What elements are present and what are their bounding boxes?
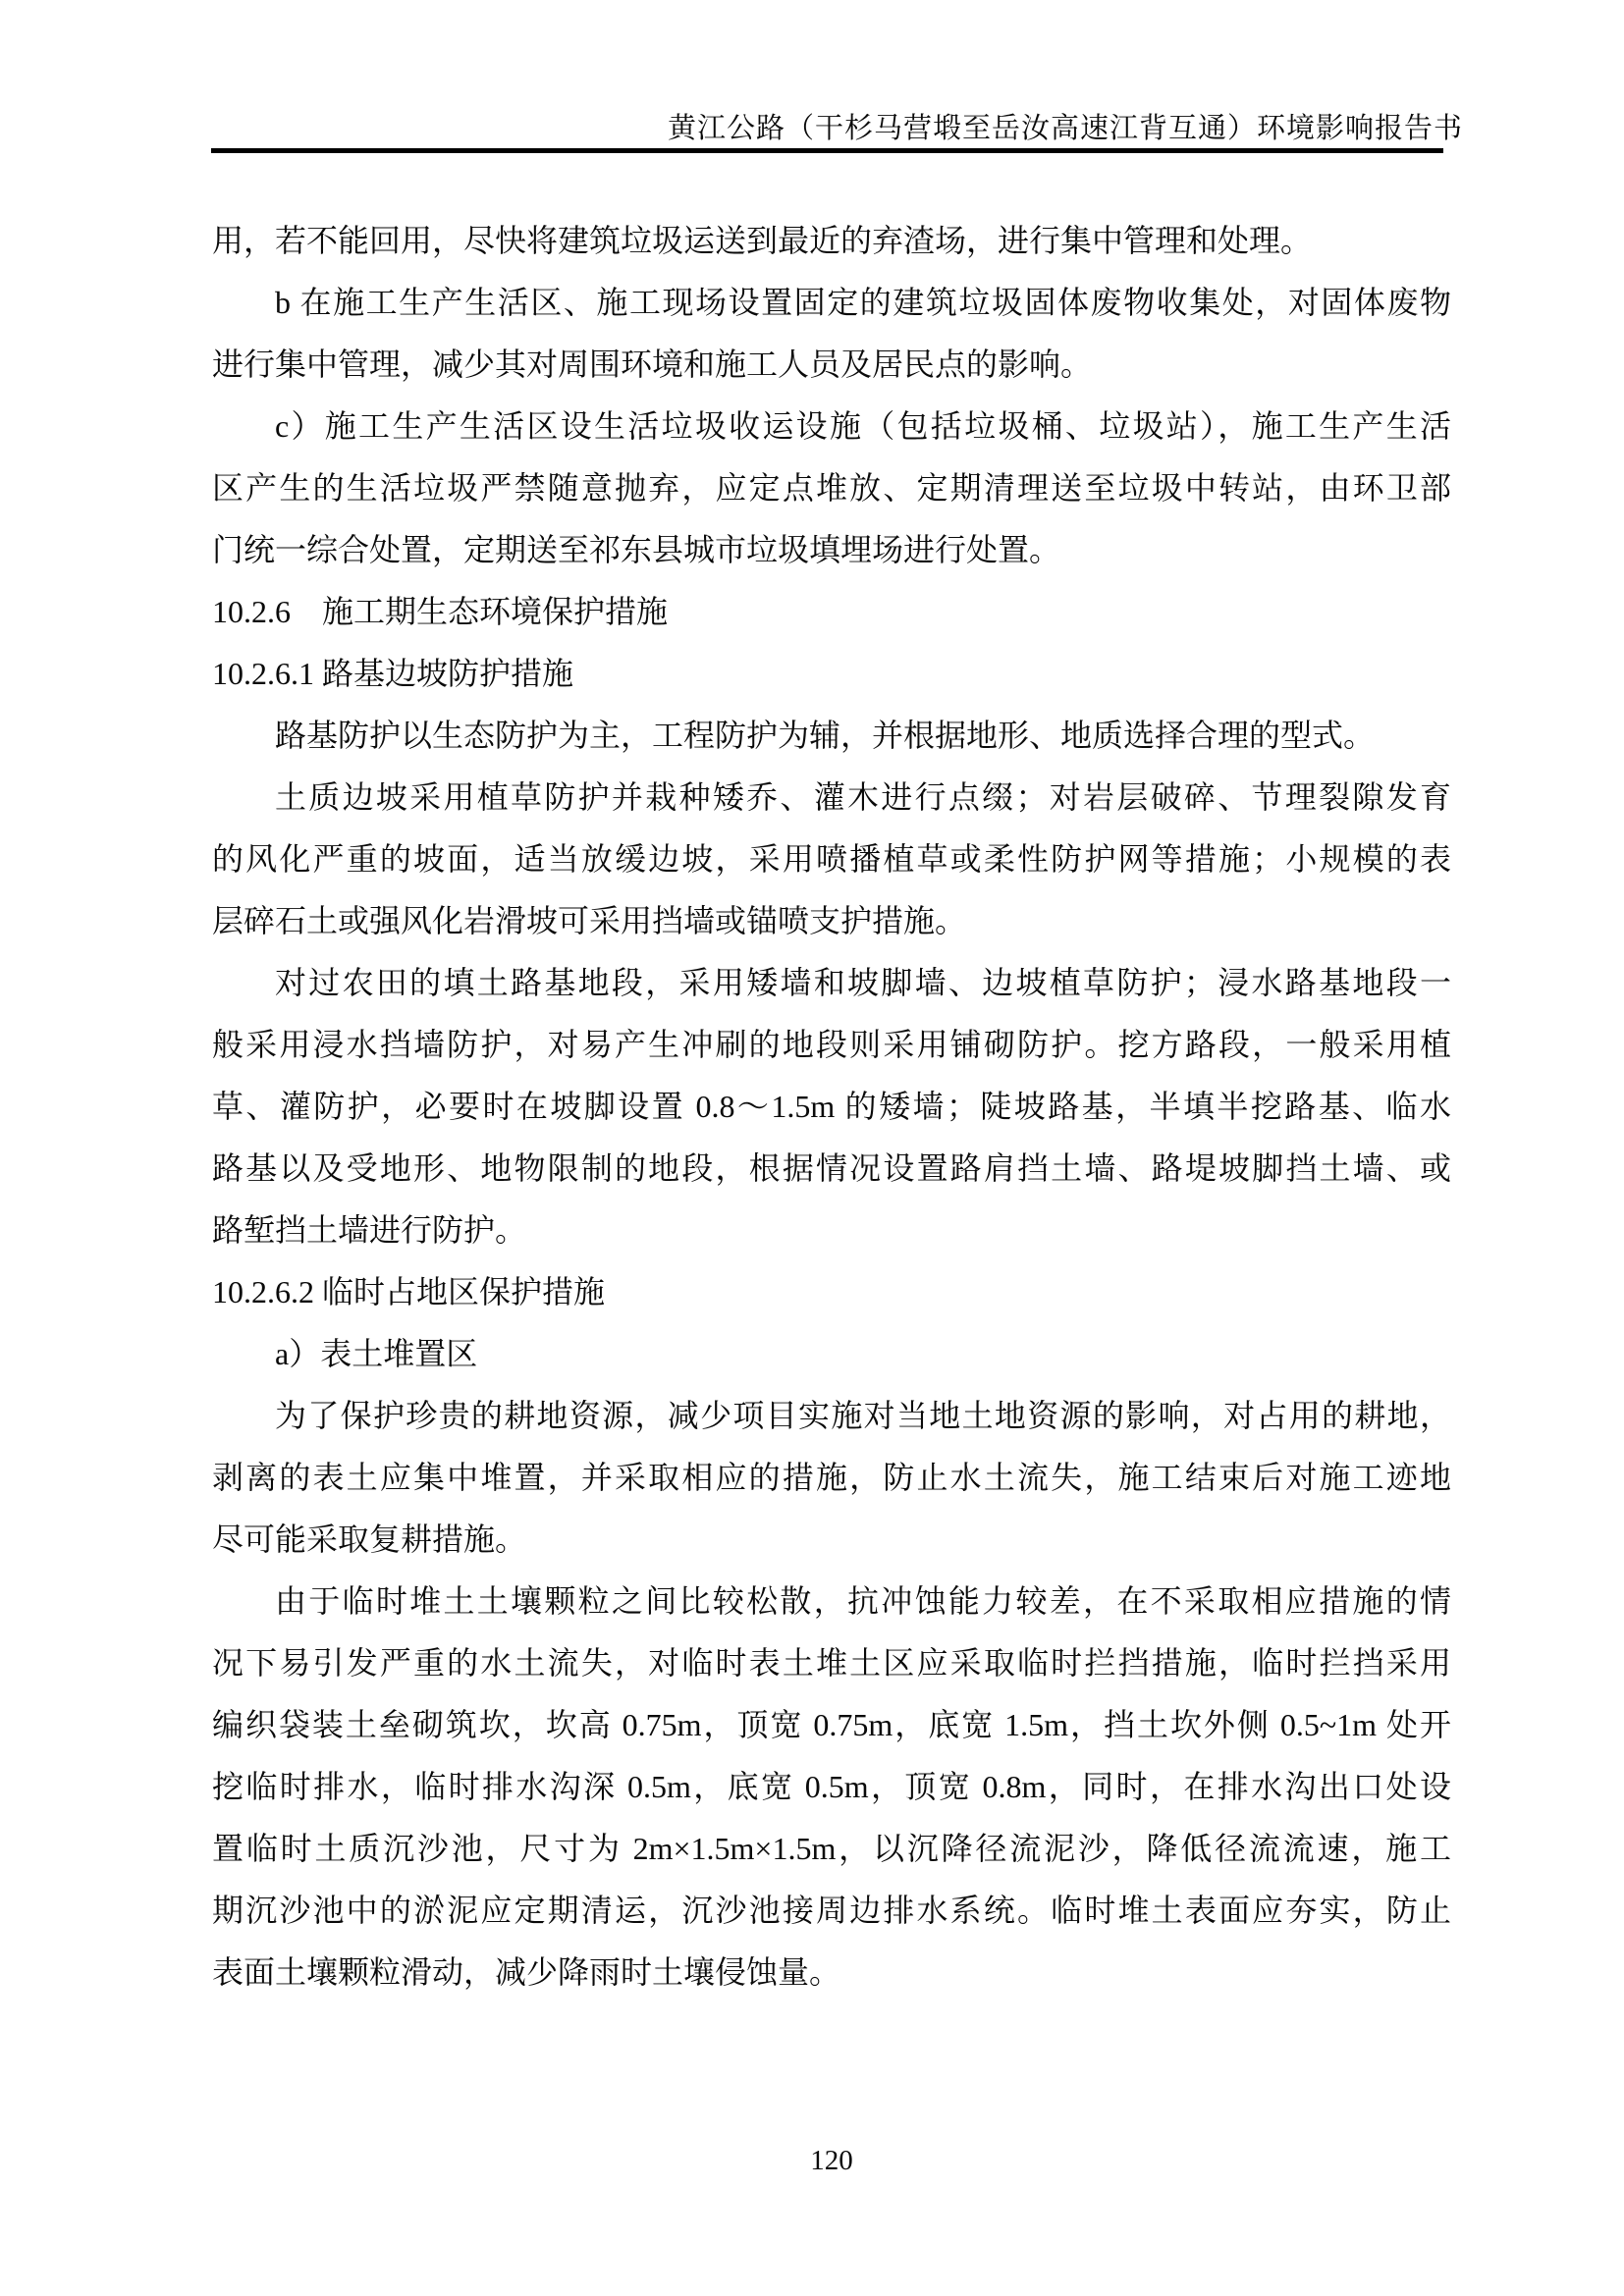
text-line: 草、灌防护，必要时在坡脚设置 0.8～1.5m 的矮墙；陡坡路基，半填半挖路基、临水 xyxy=(212,1089,1451,1124)
text-line: 的风化严重的坡面，适当放缓边坡，采用喷播植草或柔性防护网等措施；小规模的表 xyxy=(212,841,1451,877)
text-line: 门统一综合处置，定期送至祁东县城市垃圾填埋场进行处置。 xyxy=(212,532,1061,567)
text-line: 期沉沙池中的淤泥应定期清运，沉沙池接周边排水系统。临时堆土表面应夯实，防止 xyxy=(212,1893,1451,1928)
text-line: 挖临时排水，临时排水沟深 0.5m，底宽 0.5m，顶宽 0.8m，同时，在排水沟出口处设 xyxy=(212,1769,1451,1804)
text-line: b 在施工生产生活区、施工现场设置固定的建筑垃圾固体废物收集处，对固体废物 xyxy=(275,285,1451,320)
text-line: a）表土堆置区 xyxy=(275,1336,478,1371)
page-header-title: 黄江公路（干杉马营塅至岳汝高速江背互通）环境影响报告书 xyxy=(667,113,1463,144)
text-line: 区产生的生活垃圾严禁随意抛弃，应定点堆放、定期清理送至垃圾中转站，由环卫部 xyxy=(212,470,1451,506)
text-line: 层碎石土或强风化岩滑坡可采用挡墙或锚喷支护措施。 xyxy=(212,903,967,938)
text-line: 表面土壤颗粒滑动，减少降雨时土壤侵蚀量。 xyxy=(212,1954,841,1990)
text-line: 用，若不能回用，尽快将建筑垃圾运送到最近的弃渣场，进行集中管理和处理。 xyxy=(212,223,1313,258)
text-line: 般采用浸水挡墙防护，对易产生冲刷的地段则采用铺砌防护。挖方路段，一般采用植 xyxy=(212,1027,1451,1062)
text-line: 土质边坡采用植草防护并栽种矮乔、灌木进行点缀；对岩层破碎、节理裂隙发育 xyxy=(275,779,1451,815)
text-line: c）施工生产生活区设生活垃圾收运设施（包括垃圾桶、垃圾站），施工生产生活 xyxy=(275,408,1451,444)
text-line: 对过农田的填土路基地段，采用矮墙和坡脚墙、边坡植草防护；浸水路基地段一 xyxy=(275,965,1451,1000)
section-heading: 10.2.6 施工期生态环境保护措施 xyxy=(212,594,669,629)
text-line: 尽可能采取复耕措施。 xyxy=(212,1522,527,1557)
text-line: 为了保护珍贵的耕地资源，减少项目实施对当地土地资源的影响，对占用的耕地， xyxy=(275,1398,1451,1433)
page-number: 120 xyxy=(810,2145,853,2176)
text-line: 况下易引发严重的水土流失，对临时表土堆土区应采取临时拦挡措施，临时拦挡采用 xyxy=(212,1645,1451,1681)
text-line: 由于临时堆土土壤颗粒之间比较松散，抗冲蚀能力较差，在不采取相应措施的情 xyxy=(275,1583,1451,1619)
text-line: 路堑挡土墙进行防护。 xyxy=(212,1212,527,1248)
text-line: 进行集中管理，减少其对周围环境和施工人员及居民点的影响。 xyxy=(212,347,1093,382)
text-line: 路基以及受地形、地物限制的地段，根据情况设置路肩挡土墙、路堤坡脚挡土墙、或 xyxy=(212,1150,1451,1186)
text-line: 剥离的表土应集中堆置，并采取相应的措施，防止水土流失，施工结束后对施工迹地 xyxy=(212,1460,1451,1495)
header-rule xyxy=(211,148,1443,153)
document-lines xyxy=(212,210,1451,2003)
section-heading: 10.2.6.1 路基边坡防护措施 xyxy=(212,656,574,691)
text-line: 置临时土质沉沙池，尺寸为 2m×1.5m×1.5m，以沉降径流泥沙，降低径流流速，施工 xyxy=(212,1831,1451,1866)
section-heading: 10.2.6.2 临时占地区保护措施 xyxy=(212,1274,606,1309)
text-line: 编织袋装土垒砌筑坎，坎高 0.75m，顶宽 0.75m，底宽 1.5m，挡土坎外侧 0.5~1m 处开 xyxy=(212,1707,1451,1742)
text-line: 路基防护以生态防护为主，工程防护为辅，并根据地形、地质选择合理的型式。 xyxy=(275,718,1376,753)
